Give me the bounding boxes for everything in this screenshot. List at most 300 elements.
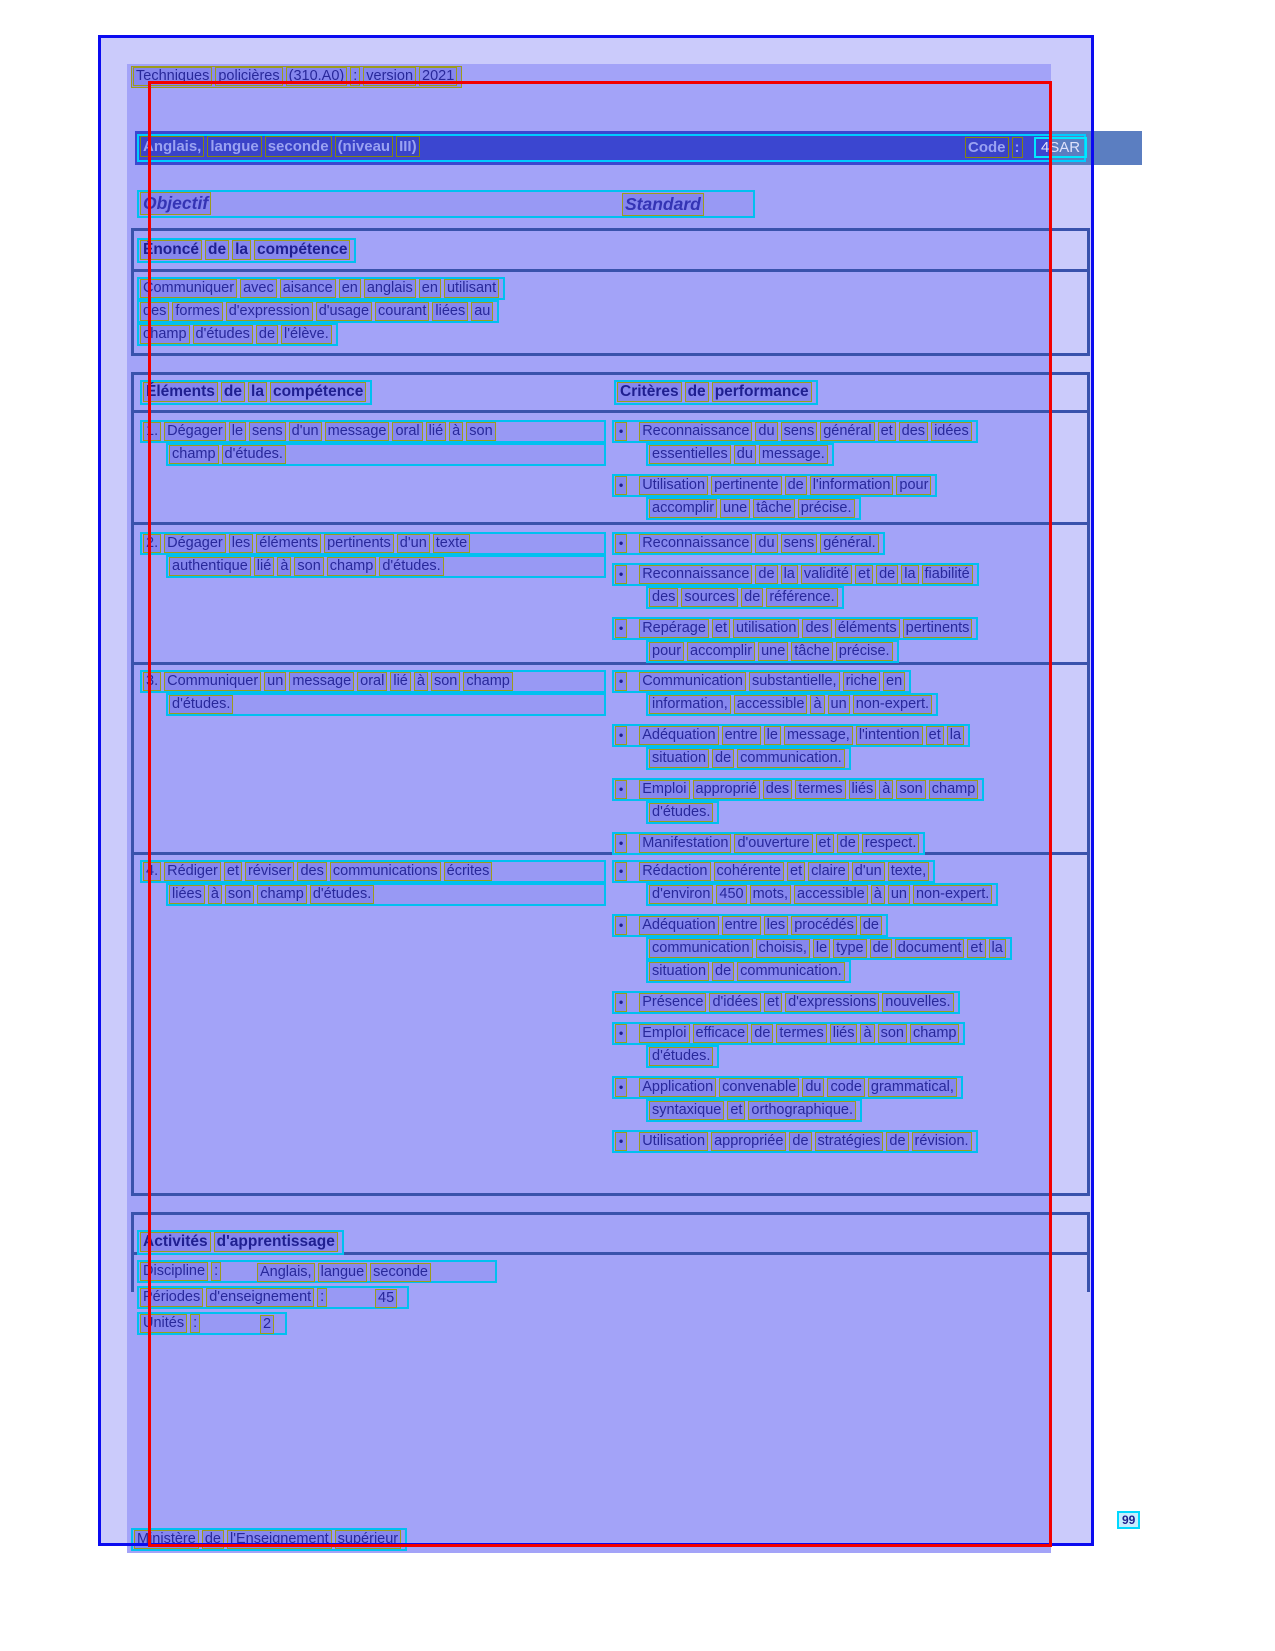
word-box: Application [639, 1078, 716, 1097]
word-box: riche [843, 672, 880, 691]
word-box: à [277, 557, 291, 576]
bullet-icon: • [615, 619, 627, 638]
word-box: précise. [798, 499, 855, 518]
bullet-icon: • [615, 862, 627, 881]
word-box: information, [649, 695, 731, 714]
activites-fields-cell [137, 1260, 497, 1335]
text-line [131, 66, 462, 88]
enonce-body-cell [137, 277, 505, 346]
word-box: champ [929, 780, 979, 799]
text-line [612, 1022, 965, 1045]
text [639, 565, 975, 582]
word-box: liées [432, 302, 468, 321]
word-box: accessible [794, 885, 868, 904]
word-box: les [764, 916, 789, 935]
word-box: en [883, 672, 905, 691]
word-box: oral [357, 672, 387, 691]
word-box: utilisant [444, 279, 499, 298]
word-box: à [414, 672, 428, 691]
criterion [612, 532, 1058, 555]
criteria-cell-2 [612, 532, 1058, 671]
text [649, 588, 841, 605]
text-line [137, 238, 356, 263]
text-line [612, 914, 888, 937]
word-box: précise. [836, 642, 893, 661]
word-box: utilisation [733, 619, 799, 638]
elements-header-cell [140, 380, 372, 405]
text-line [137, 190, 755, 218]
text-line [646, 586, 844, 609]
word-box: à [871, 885, 885, 904]
word-box: de [202, 1530, 224, 1549]
text [169, 557, 447, 574]
word-box: général [820, 422, 874, 441]
word-box: des [649, 588, 678, 607]
word-box: liés [830, 1024, 858, 1043]
text-line [137, 277, 505, 300]
word-box: d'études. [310, 885, 374, 904]
word-box: d'un [852, 862, 885, 881]
field-label [140, 1314, 203, 1331]
text-line [646, 443, 834, 466]
word-box: performance [712, 382, 812, 402]
word-box: pour [896, 476, 931, 495]
text-line [140, 532, 606, 555]
bullet-icon: • [615, 1078, 627, 1097]
banner-text-line [137, 134, 1086, 162]
word-box: à [208, 885, 222, 904]
text [649, 939, 1009, 956]
footer [131, 1528, 407, 1551]
criterion [612, 724, 1058, 770]
criterion [612, 914, 1058, 983]
word-box: Manifestation [639, 834, 731, 853]
word-box: sources [681, 588, 738, 607]
word-box: respect. [862, 834, 920, 853]
field-label [140, 1262, 224, 1279]
word-box: Communiquer [164, 672, 261, 691]
word-box: Activités [140, 1232, 211, 1252]
text [140, 325, 335, 342]
word-box: et [855, 565, 873, 584]
word-box: champ [910, 1024, 960, 1043]
word-box: l'intention [856, 726, 923, 745]
word-box: Énoncé [140, 240, 202, 260]
word-box: Communication [639, 672, 746, 691]
criterion [612, 563, 1058, 609]
text-line [137, 323, 338, 346]
word-box: Techniques [133, 67, 212, 86]
word-box: procédés [791, 916, 857, 935]
word-box: Anglais, [257, 1263, 315, 1282]
code-label [965, 137, 1026, 154]
word-box: Repérage [639, 619, 709, 638]
text-line [646, 1099, 862, 1122]
bullet-icon: • [615, 672, 627, 691]
text [649, 1101, 859, 1118]
word-box: à [449, 422, 463, 441]
word-box: 1. [143, 422, 161, 441]
word-box: et [816, 834, 834, 853]
text [639, 916, 885, 933]
word-box: d'idées [709, 993, 761, 1012]
word-box: : [211, 1262, 221, 1281]
word-box: d'enseignement [206, 1288, 314, 1307]
word-box: des [763, 780, 792, 799]
word-box: III) [396, 136, 420, 157]
criteria-cell-3 [612, 670, 1058, 863]
word-box: Éléments [143, 382, 218, 402]
bullet-icon: • [615, 834, 627, 853]
word-box: compétence [270, 382, 366, 402]
word-box: sens [249, 422, 286, 441]
word-box: communications [330, 862, 441, 881]
word-box: écrites [444, 862, 493, 881]
bullet-icon: • [615, 534, 627, 553]
text [649, 803, 716, 820]
text-line [612, 724, 970, 747]
word-box: la [901, 565, 918, 584]
word-box: validité [801, 565, 852, 584]
word-box: d'expressions [785, 993, 879, 1012]
word-box: Anglais, [140, 136, 204, 157]
word-box: 450 [716, 885, 746, 904]
text-line [612, 778, 984, 801]
word-box: 4. [143, 862, 161, 881]
word-box: non-expert. [913, 885, 992, 904]
word-box: son [878, 1024, 907, 1043]
running-header-text [133, 67, 460, 84]
text [639, 619, 975, 636]
word-box: Reconnaissance [639, 422, 752, 441]
word-box: formes [172, 302, 222, 321]
word-box: champ [140, 325, 190, 344]
word-box: liées [169, 885, 205, 904]
word-box: lié [254, 557, 275, 576]
text [143, 534, 473, 551]
word-box: : [317, 1288, 327, 1307]
elements-header [143, 382, 369, 399]
word-box: Reconnaissance [639, 534, 752, 553]
text-line [137, 1312, 287, 1335]
word-box: sens [781, 534, 818, 553]
text [639, 1024, 962, 1041]
word-box: d'usage [316, 302, 372, 321]
bullet-icon: • [615, 993, 627, 1012]
criterion [612, 1130, 1058, 1153]
word-box: référence. [766, 588, 837, 607]
criterion [612, 778, 1058, 824]
word-box: de [870, 939, 892, 958]
word-box: nouvelles. [882, 993, 953, 1012]
word-box: 3. [143, 672, 161, 691]
word-box: à [879, 780, 893, 799]
text-line [646, 1045, 719, 1068]
word-box: idées [931, 422, 972, 441]
word-box: tâche [791, 642, 832, 661]
text-line [140, 420, 606, 443]
word-box: version [363, 67, 416, 86]
text [649, 499, 858, 516]
bullet-icon: • [615, 422, 627, 441]
word-box: cohérente [714, 862, 785, 881]
text-line [140, 380, 372, 405]
bullet-icon: • [615, 565, 627, 584]
enonce-header [140, 240, 353, 257]
word-box: des [297, 862, 326, 881]
word-box: en [419, 279, 441, 298]
word-box: de [876, 565, 898, 584]
text-line [612, 670, 911, 693]
word-box: champ [463, 672, 513, 691]
word-box: éléments [835, 619, 900, 638]
word-box: message [325, 422, 390, 441]
field-value [375, 1289, 400, 1308]
word-box: tâche [753, 499, 794, 518]
word-box: Adéquation [639, 726, 718, 745]
text [169, 885, 377, 902]
running-header [131, 66, 462, 88]
word-box: au [471, 302, 493, 321]
element-cell-1 [140, 420, 606, 466]
word-box: appropriée [711, 1132, 786, 1151]
word-box: communication [649, 939, 753, 958]
field-value [260, 1315, 277, 1334]
word-box: la [989, 939, 1006, 958]
word-box: Dégager [164, 422, 226, 441]
text [649, 962, 848, 979]
word-box: compétence [254, 240, 350, 260]
word-box: du [734, 445, 756, 464]
word-box: et [787, 862, 805, 881]
text [169, 695, 236, 712]
word-box: pertinente [711, 476, 782, 495]
word-box: et [224, 862, 242, 881]
text [639, 862, 932, 879]
text-line [140, 670, 606, 693]
text-line [612, 991, 960, 1014]
text [649, 1047, 716, 1064]
word-box: seconde [265, 136, 332, 157]
page-number: 99 [1117, 1511, 1140, 1529]
word-box: son [896, 780, 925, 799]
field-label [140, 1288, 330, 1305]
footer-text [134, 1530, 404, 1547]
word-box: d'ouverture [734, 834, 812, 853]
word-box: Discipline [140, 1262, 208, 1281]
word-box: révision. [912, 1132, 972, 1151]
word-box: document [895, 939, 965, 958]
word-box: le [813, 939, 830, 958]
word-box: lié [426, 422, 447, 441]
word-box: syntaxique [649, 1101, 724, 1120]
text-line [646, 960, 851, 983]
word-box: message [289, 672, 354, 691]
word-box: Emploi [639, 780, 689, 799]
word-box: termes [795, 780, 845, 799]
word-box: la [781, 565, 798, 584]
text [143, 862, 495, 879]
word-box: accessible [734, 695, 808, 714]
text [639, 993, 956, 1010]
word-box: champ [257, 885, 307, 904]
text [639, 834, 922, 851]
word-box: le [229, 422, 246, 441]
word-box: Dégager [164, 534, 226, 553]
word-box: de [712, 962, 734, 981]
criteria-cell-4 [612, 860, 1058, 1161]
text-line [166, 883, 606, 906]
word-box: supérieur [335, 1530, 401, 1549]
word-box: orthographique. [748, 1101, 856, 1120]
word-box: de [712, 749, 734, 768]
word-box: Utilisation [639, 476, 708, 495]
word-box: authentique [169, 557, 251, 576]
text-line [137, 1286, 409, 1309]
word-box: courant [375, 302, 429, 321]
word-box: l'Enseignement [227, 1530, 332, 1549]
word-box: communication. [737, 749, 845, 768]
text [143, 672, 516, 689]
bullet-icon: • [615, 1132, 627, 1151]
enonce-header-cell [137, 238, 356, 263]
field-value [257, 1263, 434, 1282]
word-box: pertinents [324, 534, 394, 553]
word-box: les [229, 534, 254, 553]
word-box: Standard [622, 193, 704, 216]
word-box: Unités [140, 1314, 187, 1333]
word-box: d'études. [222, 445, 286, 464]
criteres-header [617, 382, 815, 399]
word-box: la [232, 240, 251, 260]
word-box: 2. [143, 534, 161, 553]
text [639, 1078, 960, 1095]
criterion [612, 1076, 1058, 1122]
word-box: accomplir [687, 642, 755, 661]
word-box: accomplir [649, 499, 717, 518]
word-box: et [727, 1101, 745, 1120]
word-box: des [899, 422, 928, 441]
word-box: Communiquer [140, 279, 237, 298]
word-box: 2 [260, 1315, 274, 1334]
word-box: d'apprentissage [214, 1232, 338, 1252]
word-box: général. [820, 534, 878, 553]
text [639, 476, 934, 493]
bullet-icon: • [615, 476, 627, 495]
word-box: d'études. [649, 803, 713, 822]
text-line [646, 497, 861, 520]
word-box: langue [318, 1263, 368, 1282]
word-box: essentielles [649, 445, 731, 464]
text-line [137, 300, 499, 323]
word-box: d'environ [649, 885, 713, 904]
word-box: message. [759, 445, 828, 464]
word-box: substantielle, [749, 672, 840, 691]
text-line [612, 420, 978, 443]
word-box: de [837, 834, 859, 853]
word-box: : [1012, 137, 1023, 158]
word-box: 2021 [419, 67, 457, 86]
word-box: de [685, 382, 709, 402]
word-box: entre [722, 726, 761, 745]
word-box: Critères [617, 382, 682, 402]
word-box: son [294, 557, 323, 576]
text-line [137, 1260, 497, 1283]
word-box: de [860, 916, 882, 935]
word-box: Code [965, 137, 1009, 158]
word-box: un [828, 695, 850, 714]
criterion [612, 617, 1058, 663]
word-box: de [886, 1132, 908, 1151]
word-box: une [758, 642, 788, 661]
word-box: de [789, 1132, 811, 1151]
word-box: seconde [370, 1263, 431, 1282]
text-line [614, 380, 818, 405]
word-box: aisance [280, 279, 336, 298]
word-box: de [741, 588, 763, 607]
word-box: de [755, 565, 777, 584]
word-box: son [225, 885, 254, 904]
text [143, 422, 499, 439]
text-line [140, 860, 606, 883]
word-box: Périodes [140, 1288, 203, 1307]
activites-header [140, 1232, 341, 1249]
text [649, 885, 995, 902]
word-box: éléments [256, 534, 321, 553]
word-box: à [860, 1024, 874, 1043]
criterion [612, 860, 1058, 906]
criterion [612, 474, 1058, 520]
text-line [612, 832, 925, 855]
criteria-cell-1 [612, 420, 1058, 528]
word-box: Adéquation [639, 916, 718, 935]
word-box: d'études. [379, 557, 443, 576]
word-box: non-expert. [853, 695, 932, 714]
word-box: d'un [289, 422, 322, 441]
text-line [166, 443, 606, 466]
word-box: de [751, 1024, 773, 1043]
word-box: l'information [810, 476, 894, 495]
word-box: Utilisation [639, 1132, 708, 1151]
text [649, 642, 896, 659]
text-line [646, 747, 851, 770]
word-box: et [926, 726, 944, 745]
word-box: d'un [397, 534, 430, 553]
word-box: la [947, 726, 964, 745]
word-box: de [221, 382, 245, 402]
text-line [612, 532, 885, 555]
text-line [646, 801, 719, 824]
text-line [646, 640, 899, 663]
word-box: du [755, 422, 777, 441]
word-box: un [888, 885, 910, 904]
criterion [612, 991, 1058, 1014]
word-box: (310.A0) [286, 67, 348, 86]
text [140, 302, 496, 319]
word-box: et [712, 619, 730, 638]
word-box: l'élève. [281, 325, 332, 344]
word-box: fiabilité [922, 565, 973, 584]
text-line [166, 693, 606, 716]
standard-header [622, 193, 707, 216]
word-box: communication. [737, 962, 845, 981]
bullet-icon: • [615, 780, 627, 799]
text [649, 445, 831, 462]
column-headers [137, 190, 755, 218]
word-box: texte, [888, 862, 929, 881]
element-cell-2 [140, 532, 606, 578]
word-box: du [755, 534, 777, 553]
